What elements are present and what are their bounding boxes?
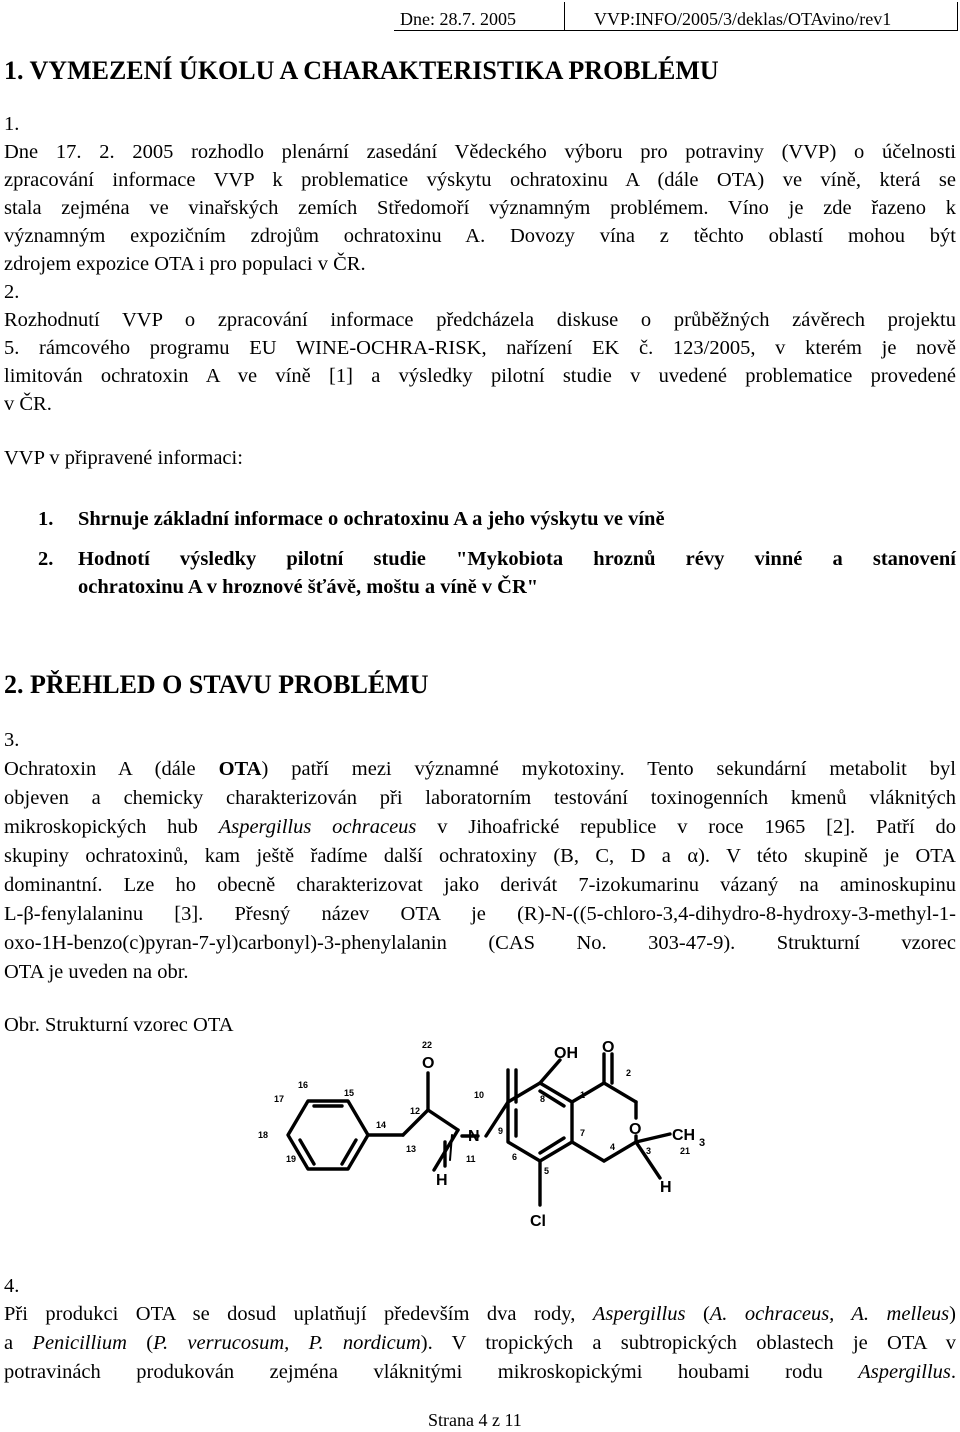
paragraph-3-line: OTA je uveden na obr. xyxy=(4,961,189,983)
section-1-title: 1. VYMEZENÍ ÚKOLU A CHARAKTERISTIKA PROBLÉMU xyxy=(4,56,719,85)
header-divider-right xyxy=(957,2,958,30)
section-2-title: 2. PŘEHLED O STAVU PROBLÉMU xyxy=(4,670,429,699)
document-header xyxy=(394,2,958,31)
paragraph-1-number: 1. xyxy=(4,113,20,135)
paragraph-4-line: potravinách produkován zejména vláknitými mikroskopickými houbami rodu Aspergillus. xyxy=(4,1361,956,1383)
paragraph-3-line: oxo-1H-benzo(c)pyran-7-yl)carbonyl)-3-phenylalanin (CAS No. 303-47-9). Strukturní vzorec xyxy=(4,932,956,954)
atom-number: 19 xyxy=(286,1154,297,1164)
paragraph-2-line: limitován ochratoxin A ve víně [1] a výsledky pilotní studie v uvedené problematice provedené xyxy=(4,365,956,387)
paragraph-1-line: stala zejména ve vinařských zemích Středomoří významným problémem. Víno je zde řazeno k xyxy=(4,197,956,219)
intro-text: VVP v připravené informaci: xyxy=(4,447,243,469)
atom-number: 11 xyxy=(466,1154,476,1164)
paragraph-1-line: významným expozičním zdrojům ochratoxinu A. Dovozy vína z těchto oblastí mohou být xyxy=(4,225,956,247)
list-item-2-number: 2. xyxy=(38,548,54,570)
list-item-1-number: 1. xyxy=(38,508,54,530)
paragraph-2-number: 2. xyxy=(4,281,20,303)
paragraph-2 xyxy=(4,306,956,418)
atom-number: 12 xyxy=(410,1106,421,1116)
header-divider xyxy=(564,2,565,30)
figure-caption: Obr. Strukturní vzorec OTA xyxy=(4,1014,234,1036)
paragraph-3-line: L-β-fenylalaninu [3]. Přesný název OTA je (R)-N-((5-chloro-3,4-dihydro-8-hydroxy-3-methyl-1- xyxy=(4,903,956,925)
paragraph-2-line: Rozhodnutí VVP o zpracování informace předcházela diskuse o průběžných závěrech projektu xyxy=(4,309,956,331)
atom-label: O xyxy=(629,1121,642,1138)
atom-number: 17 xyxy=(274,1094,285,1104)
atom-number: 7 xyxy=(580,1128,586,1138)
paragraph-3-line: Ochratoxin A (dále OTA) patří mezi významné mykotoxiny. Tento sekundární metabolit byl xyxy=(4,758,956,780)
atom-label: 3 xyxy=(699,1137,706,1149)
atom-number: 22 xyxy=(422,1040,433,1050)
atom-number: 9 xyxy=(498,1126,504,1136)
bond xyxy=(486,1102,508,1136)
atom-number: 1 xyxy=(580,1090,586,1100)
bond xyxy=(450,1135,452,1160)
atom-number: 16 xyxy=(298,1080,309,1090)
atom-number: 15 xyxy=(344,1088,355,1098)
bond xyxy=(540,1060,560,1083)
atom-label: O xyxy=(422,1055,435,1072)
atom-number: 14 xyxy=(376,1120,387,1130)
atom-number: 5 xyxy=(544,1166,550,1176)
paragraph-4-number: 4. xyxy=(4,1275,20,1297)
atom-number: 2 xyxy=(626,1068,632,1078)
atom-number: 13 xyxy=(406,1144,417,1154)
atom-number: 10 xyxy=(474,1090,485,1100)
bond xyxy=(604,1142,636,1161)
paragraph-3-line: dominantní. Lze ho obecně charakterizovat jako derivát 7-izokumarinu vázaný na aminoskupinu xyxy=(4,874,956,896)
ota-structural-formula xyxy=(240,1040,720,1260)
page-number: Strana 4 z 11 xyxy=(428,1410,522,1430)
atom-number: 18 xyxy=(258,1130,269,1140)
paragraph-3-line: skupiny ochratoxinů, kam ještě řadíme další ochratoxiny (B, C, D a α). V této skupině je OTA xyxy=(4,845,956,867)
paragraph-1-line: zdrojem expozice OTA i pro populaci v ČR. xyxy=(4,253,366,275)
list-item-2-line: ochratoxinu A v hroznové šťávě, moštu a víně v ČR" xyxy=(78,576,539,598)
list-item-1-text: Shrnuje základní informace o ochratoxinu A a jeho výskytu ve víně xyxy=(78,508,665,530)
bond xyxy=(428,1110,458,1130)
atom-label: Cl xyxy=(530,1213,546,1230)
bond xyxy=(604,1083,636,1102)
paragraph-1-line: zpracování informace VVP k problematice výskytu ochratoxinu A (dále OTA) ve víně, která se xyxy=(4,169,956,191)
paragraph-2-line: 5. rámcového programu EU WINE-OCHRA-RISK, nařízení EK č. 123/2005, v kterém je nově xyxy=(4,337,956,359)
atom-label: H xyxy=(436,1172,448,1189)
atom-number: 4 xyxy=(610,1142,616,1152)
bond xyxy=(572,1083,604,1102)
atom-number: 3 xyxy=(646,1146,652,1156)
atom-number: 21 xyxy=(680,1146,691,1156)
phenyl-ring xyxy=(288,1101,368,1169)
atom-label: N xyxy=(468,1128,480,1145)
header-reference: VVP:INFO/2005/3/deklas/OTAvino/rev1 xyxy=(594,9,892,29)
paragraph-4-line: a Penicillium (P. verrucosum, P. nordicum). V tropických a subtropických oblastech je OTA v xyxy=(4,1332,956,1354)
paragraph-1 xyxy=(4,138,956,278)
header-date: Dne: 28.7. 2005 xyxy=(400,9,516,29)
atom-label: O xyxy=(602,1040,615,1056)
list-item-2-line: Hodnotí výsledky pilotní studie "Mykobiota hroznů révy vinné a stanovení xyxy=(78,548,956,570)
paragraph-2-line: v ČR. xyxy=(4,393,52,415)
atom-label: H xyxy=(660,1179,672,1196)
bond xyxy=(572,1142,604,1161)
paragraph-1-line: Dne 17. 2. 2005 rozhodlo plenární zasedání Vědeckého výboru pro potraviny (VVP) o účelnosti xyxy=(4,141,956,163)
paragraph-4 xyxy=(4,1300,956,1387)
paragraph-3 xyxy=(4,755,956,987)
atom-label: CH xyxy=(672,1127,696,1144)
paragraph-3-number: 3. xyxy=(4,729,20,751)
list-item-2-text xyxy=(78,545,956,601)
paragraph-3-line: mikroskopických hub Aspergillus ochraceus v Jihoafrické republice v roce 1965 [2]. Patří do xyxy=(4,816,956,838)
paragraph-4-line: Při produkci OTA se dosud uplatňují především dva rody, Aspergillus (A. ochraceus, A. melleus) xyxy=(4,1303,956,1325)
paragraph-3-line: objeven a chemicky charakterizován při laboratorním testování toxinogenních kmenů vláknitých xyxy=(4,787,956,809)
atom-number: 6 xyxy=(512,1152,518,1162)
atom-number: 8 xyxy=(540,1094,546,1104)
atom-label: OH xyxy=(554,1045,578,1062)
